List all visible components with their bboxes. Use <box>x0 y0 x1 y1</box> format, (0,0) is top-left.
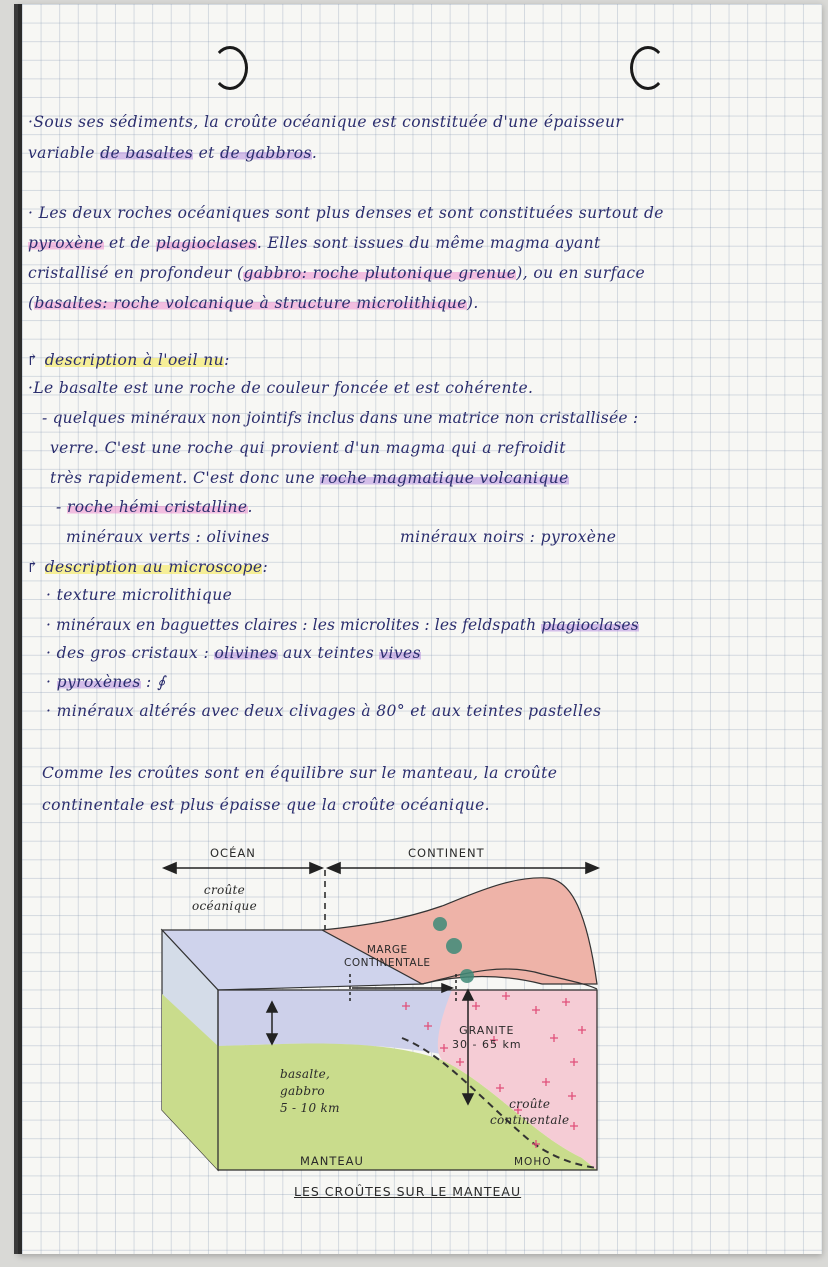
label-granite <box>452 1024 522 1052</box>
para2-line4-post: ). <box>466 294 479 312</box>
naked-eye-olivines: minéraux verts : olivines <box>66 528 270 546</box>
microscope-heading <box>26 554 268 581</box>
para3-line1: Comme les croûtes sont en équilibre sur le manteau, la croûte <box>42 764 558 782</box>
highlight-basalt-definition: basaltes: roche volcanique à structure microlithique <box>34 294 467 312</box>
para2-line3 <box>28 260 645 287</box>
highlight-vives: vives <box>379 644 421 662</box>
binder-hole-left <box>212 46 248 90</box>
label-moho: MOHO <box>514 1156 552 1168</box>
microscope-heading-text: description au microscope <box>44 558 263 576</box>
microscope-line2 <box>46 612 639 639</box>
label-continental-crust-2: continentale <box>490 1113 570 1127</box>
para2-line2 <box>28 230 601 257</box>
label-basalt-2: gabbro <box>280 1084 325 1098</box>
para1-line2 <box>28 140 317 167</box>
label-ocean-crust <box>192 882 257 914</box>
label-granite-1: GRANITE <box>459 1024 515 1037</box>
highlight-gabbro-definition: gabbro: roche plutonique grenue <box>243 264 517 282</box>
highlight-plagioclases: plagioclases <box>155 234 257 252</box>
highlight-gabbros: de gabbros <box>220 144 312 162</box>
label-continent: CONTINENT <box>408 846 485 860</box>
diagram-title: LES CROÛTES SUR LE MANTEAU <box>294 1184 522 1199</box>
naked-eye-line1: ·Le basalte est une roche de couleur foncée et est cohérente. <box>28 379 534 397</box>
continent-arrow <box>328 863 598 873</box>
naked-eye-line4 <box>50 465 569 492</box>
microscope-line2-pre: · minéraux en baguettes claires : les microlites : les feldspath <box>46 616 542 634</box>
crust-diagram <box>22 834 822 1214</box>
naked-eye-line5-pre: - <box>56 498 67 516</box>
naked-eye-line3: verre. C'est une roche qui provient d'un magma qui a refroidit <box>50 439 566 457</box>
label-continental-crust <box>490 1096 569 1128</box>
arrow-icon: ↱ <box>26 351 45 369</box>
microscope-line4 <box>46 669 165 696</box>
notebook-page <box>18 4 822 1254</box>
naked-eye-heading-colon: : <box>224 351 230 369</box>
microscope-line3-mid: aux teintes <box>277 644 380 662</box>
naked-eye-pyroxene: minéraux noirs : pyroxène <box>400 528 617 546</box>
highlight-pyroxenes: pyroxènes <box>56 673 141 691</box>
para2-line4 <box>28 290 479 317</box>
para2-line1: · Les deux roches océaniques sont plus denses et sont constituées surtout de <box>28 204 664 222</box>
naked-eye-heading-text: description à l'oeil nu <box>44 351 225 369</box>
naked-eye-heading <box>26 347 230 374</box>
microscope-line4-pre: · <box>46 673 57 691</box>
para1-line2-mid: et <box>193 144 221 162</box>
para3-line2: continentale est plus épaisse que la croûte océanique. <box>42 796 491 814</box>
naked-eye-line5-post: . <box>247 498 253 516</box>
para2-line2-post: . Elles sont issues du même magma ayant <box>256 234 601 252</box>
highlight-hemi-cristalline: roche hémi cristalline <box>66 498 248 516</box>
para2-line3-post: ), ou en surface <box>516 264 646 282</box>
para2-line2-mid: et de <box>103 234 156 252</box>
ocean-arrow <box>164 863 322 873</box>
label-basalt <box>280 1066 340 1117</box>
para2-line3-pre: cristallisé en profondeur ( <box>28 264 244 282</box>
highlight-pyroxene: pyroxène <box>28 234 104 252</box>
label-margin-2: CONTINENTALE <box>344 957 431 969</box>
label-continental-crust-1: croûte <box>509 1097 551 1111</box>
highlight-olivines: olivines <box>214 644 278 662</box>
label-ocean-crust-2: océanique <box>192 899 257 913</box>
microscope-line5: · minéraux altérés avec deux clivages à 80° et aux teintes pastelles <box>46 702 602 720</box>
label-basalt-1: basalte, <box>280 1067 331 1081</box>
microscope-heading-colon: : <box>262 558 269 576</box>
highlight-basaltes: de basaltes <box>100 144 194 162</box>
label-ocean: OCÉAN <box>210 846 256 860</box>
label-margin <box>344 944 431 970</box>
microscope-line3 <box>46 640 421 667</box>
label-mantle: MANTEAU <box>300 1154 364 1168</box>
naked-eye-line2: - quelques minéraux non jointifs inclus dans une matrice non cristallisée : <box>42 409 639 427</box>
binder-hole-right <box>630 46 666 90</box>
microscope-line4-post: : ∮ <box>140 673 166 691</box>
label-ocean-crust-1: croûte <box>203 883 246 897</box>
microscope-line1: · texture microlithique <box>46 586 233 604</box>
label-granite-2: 30 - 65 km <box>452 1038 522 1051</box>
para1-line2-post: . <box>311 144 318 162</box>
para2-line4-pre: ( <box>28 294 35 312</box>
naked-eye-line5 <box>56 494 253 521</box>
para1-line2-pre: variable <box>28 144 101 162</box>
naked-eye-line4-pre: très rapidement. C'est donc une <box>50 469 321 487</box>
para1-line1: ·Sous ses sédiments, la croûte océanique est constituée d'une épaisseur <box>28 113 624 131</box>
label-margin-1: MARGE <box>366 944 408 956</box>
label-basalt-3: 5 - 10 km <box>280 1101 340 1115</box>
highlight-roche-volcanique: roche magmatique volcanique <box>320 469 569 487</box>
microscope-line3-pre: · des gros cristaux : <box>46 644 215 662</box>
arrow-icon: ↱ <box>26 558 45 576</box>
highlight-plagioclases-micro: plagioclases <box>541 616 639 634</box>
